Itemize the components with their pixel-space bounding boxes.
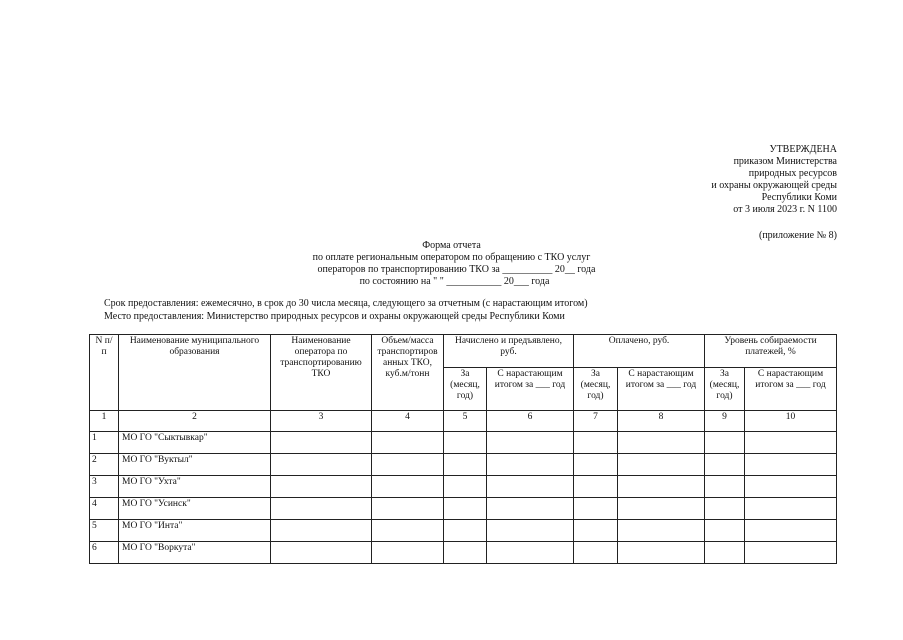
table-cell [444, 520, 487, 542]
table-row [90, 542, 837, 564]
table-cell [487, 498, 574, 520]
table-cell [618, 498, 705, 520]
table-cell [574, 520, 618, 542]
table-row [90, 520, 837, 542]
table-cell [705, 454, 745, 476]
header-num: N п/п [90, 335, 119, 411]
municipality-name: МО ГО "Сыктывкар" [119, 432, 271, 454]
submission-deadline: Срок предоставления: ежемесячно, в срок до 30 числа месяца, следующего за отчетным (с нарастающим итогом) [104, 298, 588, 309]
table-cell [574, 498, 618, 520]
table-cell [618, 520, 705, 542]
table-cell [618, 476, 705, 498]
table-cell [745, 520, 837, 542]
table-cell [745, 454, 837, 476]
header-month: За (месяц, год) [574, 368, 618, 411]
approval-line: от 3 июля 2023 г. N 1100 [733, 204, 837, 215]
column-number: 8 [618, 411, 705, 432]
table-cell [618, 454, 705, 476]
table-cell [705, 476, 745, 498]
row-number: 2 [90, 454, 119, 476]
table-cell [487, 542, 574, 564]
municipality-name: МО ГО "Ухта" [119, 476, 271, 498]
column-number: 4 [372, 411, 444, 432]
table-cell [487, 520, 574, 542]
form-title-line: по состоянию на " " ___________ 20___ года [359, 276, 550, 287]
approval-line: приказом Министерства [733, 156, 837, 167]
column-number: 1 [90, 411, 119, 432]
form-title-line: по оплате региональным оператором по обращению с ТКО услуг [312, 252, 591, 263]
table-row [90, 476, 837, 498]
municipality-name: МО ГО "Усинск" [119, 498, 271, 520]
table-cell [444, 432, 487, 454]
table-row [90, 432, 837, 454]
header-month: За (месяц, год) [444, 368, 487, 411]
submission-place: Место предоставления: Министерство природных ресурсов и охраны окружающей среды Республики Коми [104, 311, 565, 322]
header-cumulative: С нарастающим итогом за ___ год [745, 368, 837, 411]
table-cell [271, 498, 372, 520]
header-month: За (месяц, год) [705, 368, 745, 411]
table-cell [705, 520, 745, 542]
table-cell [705, 498, 745, 520]
table-cell [574, 432, 618, 454]
table-cell [745, 542, 837, 564]
table-cell [372, 542, 444, 564]
header-operator: Наименование оператора по транспортированию ТКО [271, 335, 372, 411]
table-cell [745, 432, 837, 454]
table-cell [618, 542, 705, 564]
form-title [0, 240, 903, 288]
table-cell [487, 454, 574, 476]
column-number: 10 [745, 411, 837, 432]
column-number: 9 [705, 411, 745, 432]
table-row [90, 454, 837, 476]
table-cell [372, 454, 444, 476]
table-cell [271, 542, 372, 564]
row-number: 6 [90, 542, 119, 564]
table-cell [372, 432, 444, 454]
table-cell [271, 432, 372, 454]
table-cell [372, 498, 444, 520]
table-cell [705, 542, 745, 564]
header-volume: Объем/масса транспортиров анных ТКО, куб.м/тонн [372, 335, 444, 411]
municipality-name: МО ГО "Вуктыл" [119, 454, 271, 476]
report-table [89, 334, 837, 564]
approval-line: УТВЕРЖДЕНА [769, 144, 837, 155]
row-number: 3 [90, 476, 119, 498]
column-number: 6 [487, 411, 574, 432]
table-cell [487, 432, 574, 454]
header-level: Уровень собираемости платежей, % [705, 335, 837, 368]
table-cell [444, 542, 487, 564]
table-cell [574, 542, 618, 564]
approval-line: Республики Коми [761, 192, 837, 203]
appendix-label: (приложение № 8) [758, 230, 837, 241]
municipality-name: МО ГО "Инта" [119, 520, 271, 542]
column-number: 2 [119, 411, 271, 432]
column-number: 7 [574, 411, 618, 432]
header-charged: Начислено и предъявлено, руб. [444, 335, 574, 368]
column-number-row [90, 411, 837, 432]
table-cell [444, 476, 487, 498]
row-number: 4 [90, 498, 119, 520]
table-cell [574, 476, 618, 498]
table-row [90, 498, 837, 520]
approval-stamp [711, 144, 837, 242]
table-cell [745, 498, 837, 520]
header-cumulative: С нарастающим итогом за ___ год [618, 368, 705, 411]
table-cell [372, 476, 444, 498]
header-cumulative: С нарастающим итогом за ___ год [487, 368, 574, 411]
row-number: 1 [90, 432, 119, 454]
row-number: 5 [90, 520, 119, 542]
table-cell [444, 454, 487, 476]
table-cell [618, 432, 705, 454]
header-municipality: Наименование муниципального образования [119, 335, 271, 411]
form-title-line: Форма отчета [422, 240, 481, 251]
table-cell [745, 476, 837, 498]
municipality-name: МО ГО "Воркута" [119, 542, 271, 564]
table-cell [271, 476, 372, 498]
table-cell [487, 476, 574, 498]
table-cell [271, 520, 372, 542]
table-cell [705, 432, 745, 454]
approval-line: природных ресурсов [748, 168, 837, 179]
table-cell [444, 498, 487, 520]
column-number: 3 [271, 411, 372, 432]
table-cell [372, 520, 444, 542]
submission-terms [104, 297, 588, 323]
header-paid: Оплачено, руб. [574, 335, 705, 368]
approval-line: и охраны окружающей среды [711, 180, 837, 191]
form-title-line: операторов по транспортированию ТКО за __________ 20__ года [317, 264, 596, 275]
table-cell [271, 454, 372, 476]
column-number: 5 [444, 411, 487, 432]
table-cell [574, 454, 618, 476]
